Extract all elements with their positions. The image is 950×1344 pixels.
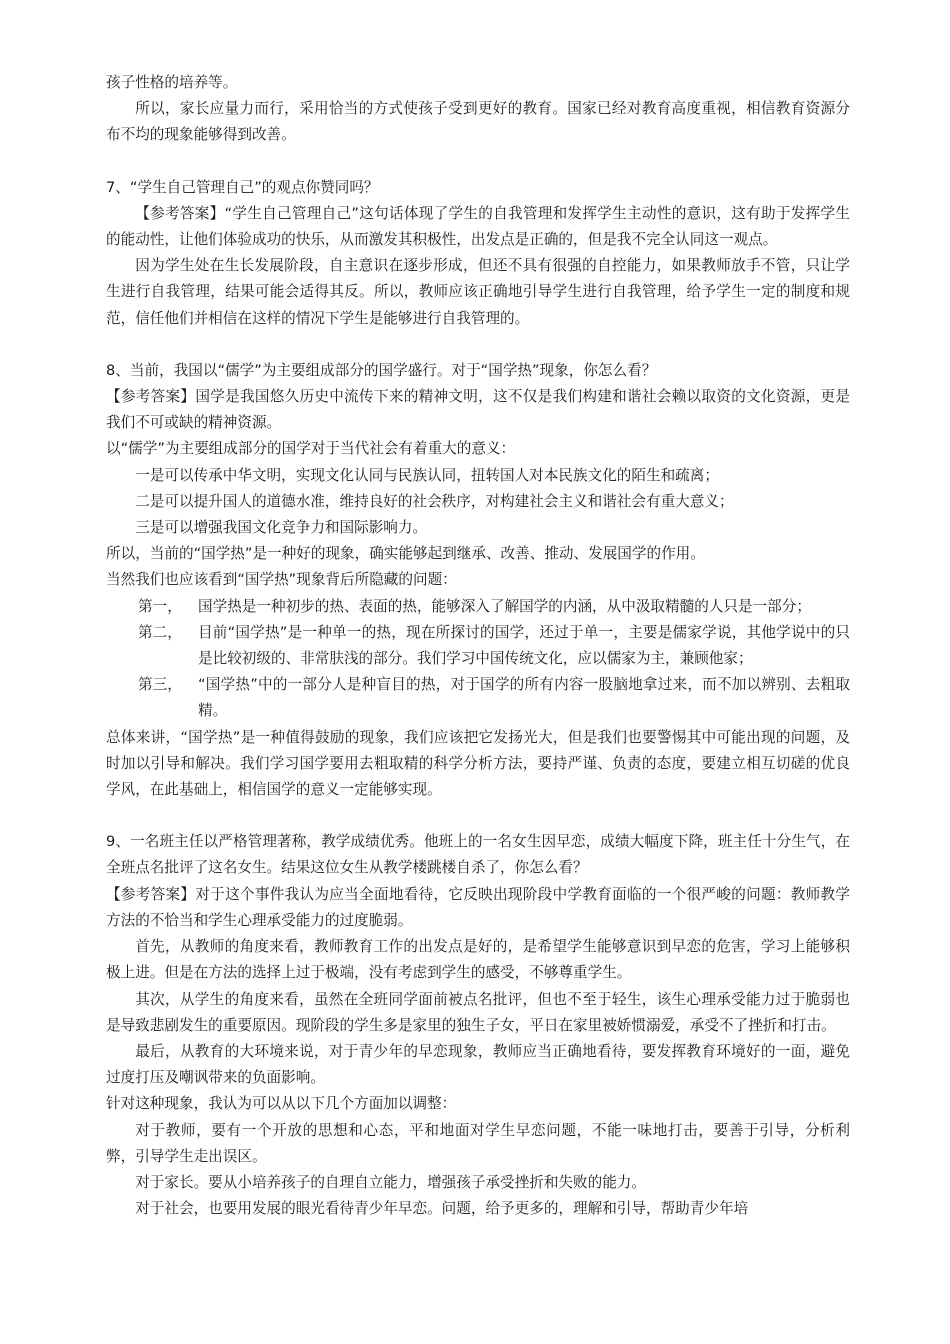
list-item-text: 国学热是一种初步的热、表面的热，能够深入了解国学的内涵，从中汲取精髓的人只是一部分；: [198, 597, 811, 615]
q9-first: 首先，从教师的角度来看，教师教育工作的出发点是好的，是希望学生能够意识到早恋的危害，学习上能够积极上进。但是在方法的选择上过于极端，没有考虑到学生的感受，不够尊重学生。: [106, 938, 850, 982]
list-item-number: 第二，: [138, 623, 182, 641]
q7-question: 7、“学生自己管理自己”的观点你赞同吗？: [106, 178, 379, 196]
q7-answer: 【参考答案】“学生自己管理自己”这句话体现了学生的自我管理和发挥学生主动性的意识，这有助于发挥学生的能动性，让他们体验成功的快乐，从而激发其积极性，出发点是正确的，但是我不完全认同这一观点。: [106, 204, 850, 249]
q9-adjust-lead: 针对这种现象，我认为可以从以下几个方面加以调整：: [106, 1095, 457, 1113]
q8-point: 三是可以增强我国文化竞争力和国际影响力。: [135, 519, 428, 537]
q9-question: 9、一名班主任以严格管理著称，教学成绩优秀。他班上的一名女生因早恋，成绩大幅度下降，班主任十分生气，在全班点名批评了这名女生。结果这位女生从教学楼跳楼自杀了，你怎么看？: [106, 833, 850, 877]
q9-society: 对于社会，也要用发展的眼光看待青少年早恋。问题，给予更多的，理解和引导，帮助青少年培: [135, 1200, 749, 1218]
q8-problem-list: [106, 594, 850, 725]
q8-point: 一是可以传承中华文明，实现文化认同与民族认同，扭转国人对本民族文化的陌生和疏离；: [135, 466, 719, 484]
q9-second: 其次，从学生的角度来看，虽然在全班同学面前被点名批评，但也不至于轻生，该生心理承受能力过于脆弱也是导致悲剧发生的重要原因。现阶段的学生多是家里的独生子女，平日在家里被娇惯溺爱，承受不了挫折和打击。: [106, 990, 850, 1034]
q9-parent: 对于家长。要从小培养孩子的自理自立能力，增强孩子承受挫折和失败的能力。: [135, 1173, 646, 1191]
list-item: [106, 594, 850, 620]
list-item-text: 目前“国学热”是一种单一的热，现在所探讨的国学，还过于单一，主要是儒家学说，其他学说中的只是比较初级的、非常肤浅的部分。我们学习中国传统文化，应以儒家为主，兼顾他家；: [198, 623, 850, 668]
intro-paragraph: 所以，家长应量力而行，采用恰当的方式使孩子受到更好的教育。国家已经对教育高度重视，相信教育资源分布不均的现象能够得到改善。: [106, 100, 850, 144]
list-item: [106, 672, 850, 724]
list-item-text: “国学热”中的一部分人是种盲目的热，对于国学的所有内容一股脑地拿过来，而不加以辨别、去粗取精。: [198, 676, 850, 720]
list-item: [106, 620, 850, 672]
q8-problems-lead: 当然我们也应该看到“国学热”现象背后所隐藏的问题：: [106, 571, 457, 589]
q8-question: 8、当前，我国以“儒学”为主要组成部分的国学盛行。对于“国学热”现象，你怎么看？: [106, 361, 657, 379]
q9-answer: 【参考答案】对于这个事件我认为应当全面地看待，它反映出现阶段中学教育面临的一个很严峻的问题：教师教学方法的不恰当和学生心理承受能力的过度脆弱。: [106, 885, 850, 929]
q9-teacher: 对于教师，要有一个开放的思想和心态，平和地面对学生早恋问题，不能一味地打击，要善于引导，分析利弊，引导学生走出误区。: [106, 1121, 850, 1165]
document-page: [106, 70, 850, 1222]
list-item-number: 第三，: [138, 676, 182, 694]
list-item-number: 第一，: [138, 597, 182, 615]
q8-so: 所以，当前的“国学热”是一种好的现象，确实能够起到继承、改善、推动、发展国学的作用。: [106, 545, 705, 563]
q7-paragraph: 因为学生处在生长发展阶段，自主意识在逐步形成，但还不具有很强的自控能力，如果教师放手不管，只让学生进行自我管理，结果可能会适得其反。所以，教师应该正确地引导学生进行自我管理，给予学生一定的制度和规范，信任他们并相信在这样的情况下学生是能够进行自我管理的。: [106, 257, 850, 327]
intro-line: 孩子性格的培养等。: [106, 74, 238, 91]
q8-answer: 【参考答案】国学是我国悠久历史中流传下来的精神文明，这不仅是我们构建和谐社会赖以取资的文化资源，更是我们不可或缺的精神资源。: [106, 388, 850, 432]
q9-last: 最后，从教育的大环境来说，对于青少年的早恋现象，教师应当正确地看待，要发挥教育环境好的一面，避免过度打压及嘲讽带来的负面影响。: [106, 1042, 850, 1087]
q8-summary: 总体来讲，“国学热”是一种值得鼓励的现象，我们应该把它发扬光大，但是我们也要警惕其中可能出现的问题，及时加以引导和解决。我们学习国学要用去粗取精的科学分析方法，要持严谨、负责的态度，要建立相互切磋的优良学风，在此基础上，相信国学的意义一定能够实现。: [106, 728, 850, 799]
q8-lead: 以“儒学”为主要组成部分的国学对于当代社会有着重大的意义：: [106, 440, 516, 458]
q8-point: 二是可以提升国人的道德水准，维持良好的社会秩序，对构建社会主义和谐社会有重大意义；: [135, 492, 734, 510]
